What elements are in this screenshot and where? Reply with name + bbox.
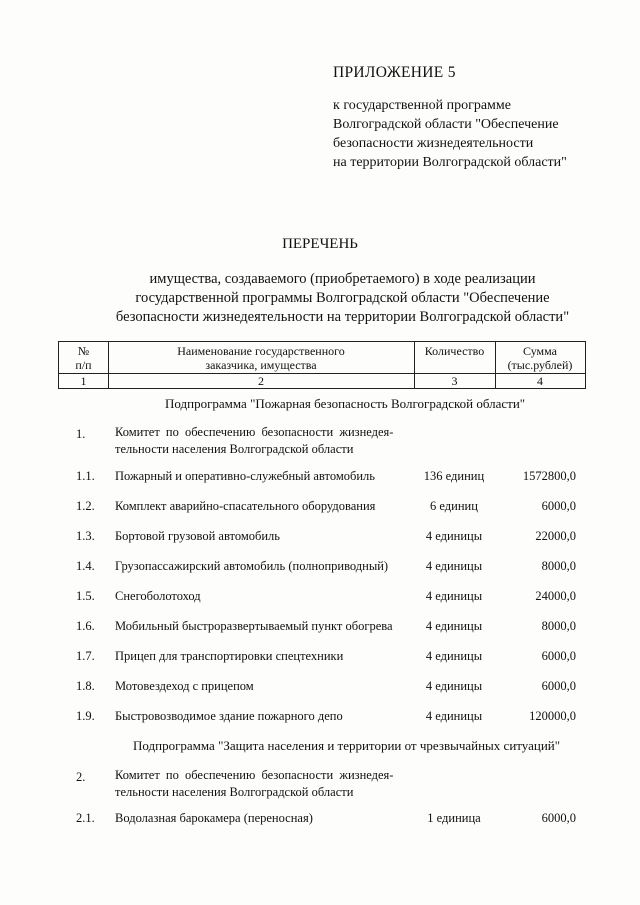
appendix-line-1 — [333, 96, 578, 115]
row-sum: 6000,0 — [541, 499, 576, 513]
customer-name — [115, 424, 405, 458]
customer-line: тельности населения Волгоградской области — [115, 785, 354, 799]
table-row — [0, 679, 640, 699]
header-index: 2 — [258, 374, 264, 388]
row-num: 1.9. — [76, 709, 95, 723]
row-sum: 6000,0 — [541, 679, 576, 693]
header-sum-line: (тыс.рублей) — [507, 358, 573, 372]
appendix-title: ПРИЛОЖЕНИЕ 5 — [333, 64, 456, 81]
table-row — [0, 619, 640, 639]
row-qty: 136 единиц — [423, 469, 485, 483]
table-row — [0, 649, 640, 669]
subtitle-line: безопасности жизнедеятельности на территории Волгоградской области" — [115, 309, 570, 325]
row-num: 1.6. — [76, 619, 95, 633]
table-row — [0, 709, 640, 729]
appendix-word: безопасности — [333, 136, 414, 151]
customer-text: Комитет по обеспечению безопасности жизнедея- — [115, 768, 394, 782]
row-qty: 4 единицы — [425, 589, 483, 603]
row-name: Водолазная барокамера (переносная) — [115, 811, 313, 825]
header-index: 1 — [80, 374, 87, 388]
header-sum — [495, 344, 585, 372]
header-num — [59, 344, 108, 372]
table-row — [0, 589, 640, 609]
row-name: Снегоболотоход — [115, 589, 201, 603]
row-num: 1.5. — [76, 589, 95, 603]
appendix-word: государственной — [343, 98, 444, 113]
table-header — [58, 341, 586, 389]
document-title: ПЕРЕЧЕНЬ — [282, 236, 358, 252]
subprogram-title: Подпрограмма "Пожарная безопасность Волгоградской области" — [165, 396, 526, 411]
table-row — [0, 529, 640, 549]
row-qty: 4 единицы — [425, 529, 483, 543]
row-name: Бортовой грузовой автомобиль — [115, 529, 280, 543]
row-name: Мобильный быстроразвертываемый пункт обогрева — [115, 619, 393, 633]
document-subtitle — [60, 270, 625, 327]
appendix-word: к — [333, 98, 340, 113]
header-qty: Количество — [424, 344, 485, 358]
row-sum: 22000,0 — [535, 529, 576, 543]
subprogram-title: Подпрограмма "Защита населения и территории от чрезвычайных ситуаций" — [133, 738, 561, 753]
appendix-reference — [333, 96, 578, 172]
row-sum: 6000,0 — [541, 649, 576, 663]
row-qty: 4 единицы — [425, 679, 483, 693]
header-sum-line: Сумма — [523, 344, 557, 358]
appendix-line-4: на территории Волгоградской области" — [333, 155, 567, 170]
row-num: 1.4. — [76, 559, 95, 573]
header-index: 3 — [451, 374, 458, 388]
row-sum: 1572800,0 — [522, 469, 576, 483]
row-sum: 6000,0 — [541, 811, 576, 825]
row-name: Грузопассажирский автомобиль (полноприводный) — [115, 559, 389, 573]
row-num: 1. — [76, 427, 86, 441]
appendix-line-3 — [333, 134, 578, 153]
appendix-line-2: Волгоградской области "Обеспечение — [333, 117, 559, 132]
row-name: Мотовездеход с прицепом — [115, 679, 254, 693]
row-qty: 6 единиц — [430, 499, 478, 513]
appendix-word: жизнедеятельности — [416, 136, 534, 151]
row-qty: 4 единицы — [425, 709, 483, 723]
row-num: 2.1. — [76, 811, 95, 825]
row-sum: 120000,0 — [529, 709, 576, 723]
appendix-word: программе — [446, 98, 511, 113]
row-name: Прицеп для транспортировки спецтехники — [115, 649, 344, 663]
customer-line — [115, 424, 405, 441]
table-row — [0, 559, 640, 579]
customer-name — [115, 767, 405, 801]
row-name: Быстровозводимое здание пожарного депо — [115, 709, 343, 723]
row-sum: 8000,0 — [541, 619, 576, 633]
row-num: 1.2. — [76, 499, 95, 513]
row-qty: 4 единицы — [425, 649, 483, 663]
table-row — [0, 811, 640, 831]
row-num: 1.7. — [76, 649, 95, 663]
customer-line — [115, 767, 405, 784]
header-num-line: № — [77, 344, 90, 358]
header-index: 4 — [537, 374, 543, 388]
row-num: 1.1. — [76, 469, 95, 483]
row-sum: 24000,0 — [535, 589, 576, 603]
table-row — [0, 469, 640, 489]
header-num-line: п/п — [75, 358, 92, 372]
header-name-line: Наименование государственного — [177, 344, 345, 358]
row-qty: 4 единицы — [425, 559, 483, 573]
row-qty: 4 единицы — [425, 619, 483, 633]
subtitle-line: имущества, создаваемого (приобретаемого) в ходе реализации — [149, 271, 536, 287]
row-name: Пожарный и оперативно-служебный автомобиль — [115, 469, 375, 483]
row-num: 1.8. — [76, 679, 95, 693]
subtitle-line: государственной программы Волгоградской области "Обеспечение — [135, 290, 550, 306]
table-row — [0, 499, 640, 519]
row-name: Комплект аварийно-спасательного оборудования — [115, 499, 376, 513]
customer-text: Комитет по обеспечению безопасности жизнедея- — [115, 425, 394, 439]
row-num: 2. — [76, 770, 86, 784]
header-name-line: заказчика, имущества — [205, 358, 317, 372]
row-qty: 1 единица — [427, 811, 481, 825]
row-sum: 8000,0 — [541, 559, 576, 573]
customer-line: тельности населения Волгоградской области — [115, 442, 354, 456]
header-name — [108, 344, 414, 372]
row-num: 1.3. — [76, 529, 95, 543]
